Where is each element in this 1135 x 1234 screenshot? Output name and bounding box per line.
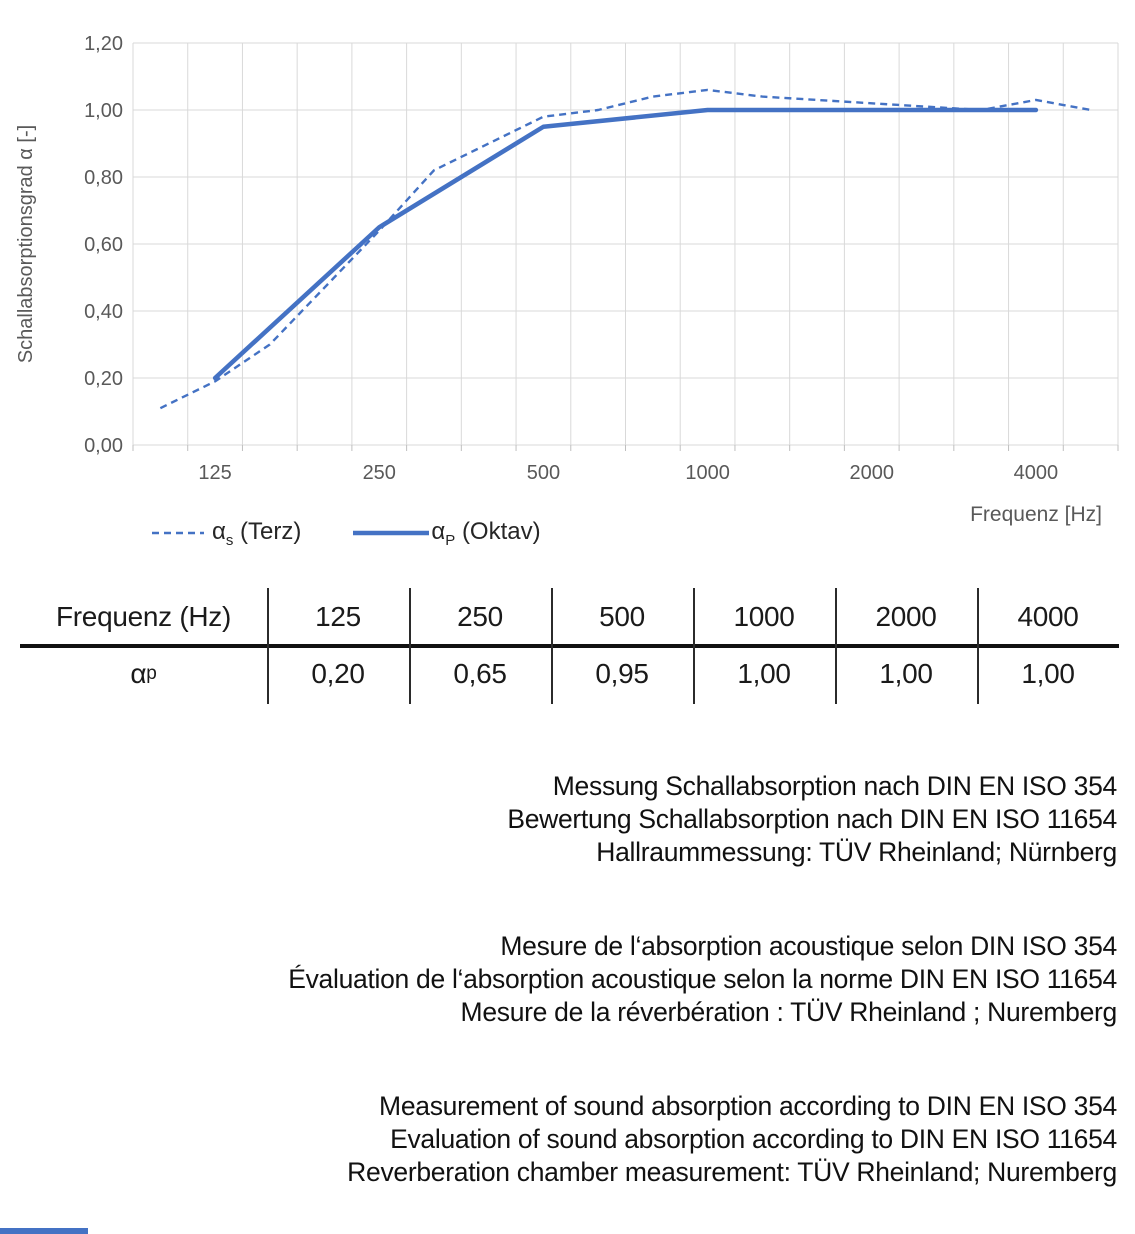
- y-axis-title: Schallabsorptionsgrad α [-]: [15, 124, 37, 364]
- table-column-divider: [409, 588, 411, 704]
- table-column-divider: [267, 588, 269, 704]
- note-french: [67, 930, 1117, 1029]
- note-line: Hallraummessung: TÜV Rheinland; Nürnberg: [596, 837, 1117, 867]
- table-value-cell: 0,95: [595, 657, 649, 689]
- x-tick-label: 250: [362, 462, 396, 484]
- note-german: [67, 770, 1117, 869]
- table-frequency-cell: 250: [457, 600, 503, 632]
- y-tick-label: 1,20: [84, 33, 123, 55]
- y-tick-label: 1,00: [84, 100, 123, 122]
- note-line: Reverberation chamber measurement: TÜV Rheinland; Nuremberg: [347, 1157, 1117, 1187]
- note-line: Measurement of sound absorption according to DIN EN ISO 354: [379, 1091, 1117, 1121]
- x-tick-label: 2000: [849, 462, 894, 484]
- table-value-cell: 0,20: [311, 657, 365, 689]
- note-line: Mesure de la réverbération : TÜV Rheinland ; Nuremberg: [460, 997, 1117, 1027]
- note-english: [67, 1090, 1117, 1189]
- table-value-row: [20, 645, 1119, 702]
- table-frequency-cell: 2000: [875, 600, 937, 632]
- y-tick-label: 0,60: [84, 234, 123, 256]
- table-value-cell: 1,00: [737, 657, 791, 689]
- x-axis-title: Frequenz [Hz]: [970, 503, 1102, 526]
- absorption-line-chart: [0, 0, 1135, 492]
- table-value-cell: 1,00: [1021, 657, 1075, 689]
- table-value-cell: 0,65: [453, 657, 507, 689]
- table-column-divider: [835, 588, 837, 704]
- absorption-table: [20, 588, 1119, 704]
- table-frequency-cell: 4000: [1017, 600, 1079, 632]
- solid-line-sample-icon: [353, 528, 429, 538]
- note-line: Messung Schallabsorption nach DIN EN ISO 354: [552, 771, 1117, 801]
- table-header-row: [20, 588, 1119, 645]
- note-line: Bewertung Schallabsorption nach DIN EN ISO 11654: [507, 804, 1117, 834]
- x-tick-label: 4000: [1013, 462, 1059, 484]
- x-tick-label: 500: [526, 462, 561, 484]
- legend-item-oktav: [353, 518, 540, 549]
- table-column-divider: [693, 588, 695, 704]
- note-line: Mesure de l‘absorption acoustique selon DIN ISO 354: [500, 931, 1117, 961]
- table-value-cell: 1,00: [879, 657, 933, 689]
- table-frequency-cell: 500: [599, 600, 645, 632]
- table-header-label: Frequenz (Hz): [55, 600, 232, 632]
- table-frequency-cell: 1000: [733, 600, 795, 632]
- note-line: Évaluation de l‘absorption acoustique selon la norme DIN EN ISO 11654: [288, 964, 1117, 994]
- legend-item-terz: [152, 518, 301, 549]
- x-tick-label: 1000: [685, 462, 730, 484]
- y-tick-label: 0,80: [84, 167, 123, 189]
- table-frequency-cell: 125: [315, 600, 361, 632]
- y-tick-label: 0,20: [84, 368, 123, 390]
- y-tick-label: 0,00: [84, 435, 123, 457]
- legend-label-oktav: $\alpha_P$ (Oktav): [431, 517, 541, 549]
- footer-accent-strip: [0, 1228, 88, 1234]
- chart-legend: [0, 512, 1135, 554]
- dashed-line-sample-icon: [152, 529, 204, 537]
- y-tick-label: 0,40: [84, 301, 123, 323]
- table-row-label-alpha-p: α p: [130, 657, 157, 689]
- note-line: Evaluation of sound absorption according to DIN EN ISO 11654: [390, 1124, 1117, 1154]
- x-tick-label: 125: [198, 462, 232, 484]
- legend-label-terz: $\alpha_s$ (Terz): [212, 517, 302, 549]
- table-column-divider: [977, 588, 979, 704]
- table-divider-rule: [20, 644, 1119, 648]
- table-column-divider: [551, 588, 553, 704]
